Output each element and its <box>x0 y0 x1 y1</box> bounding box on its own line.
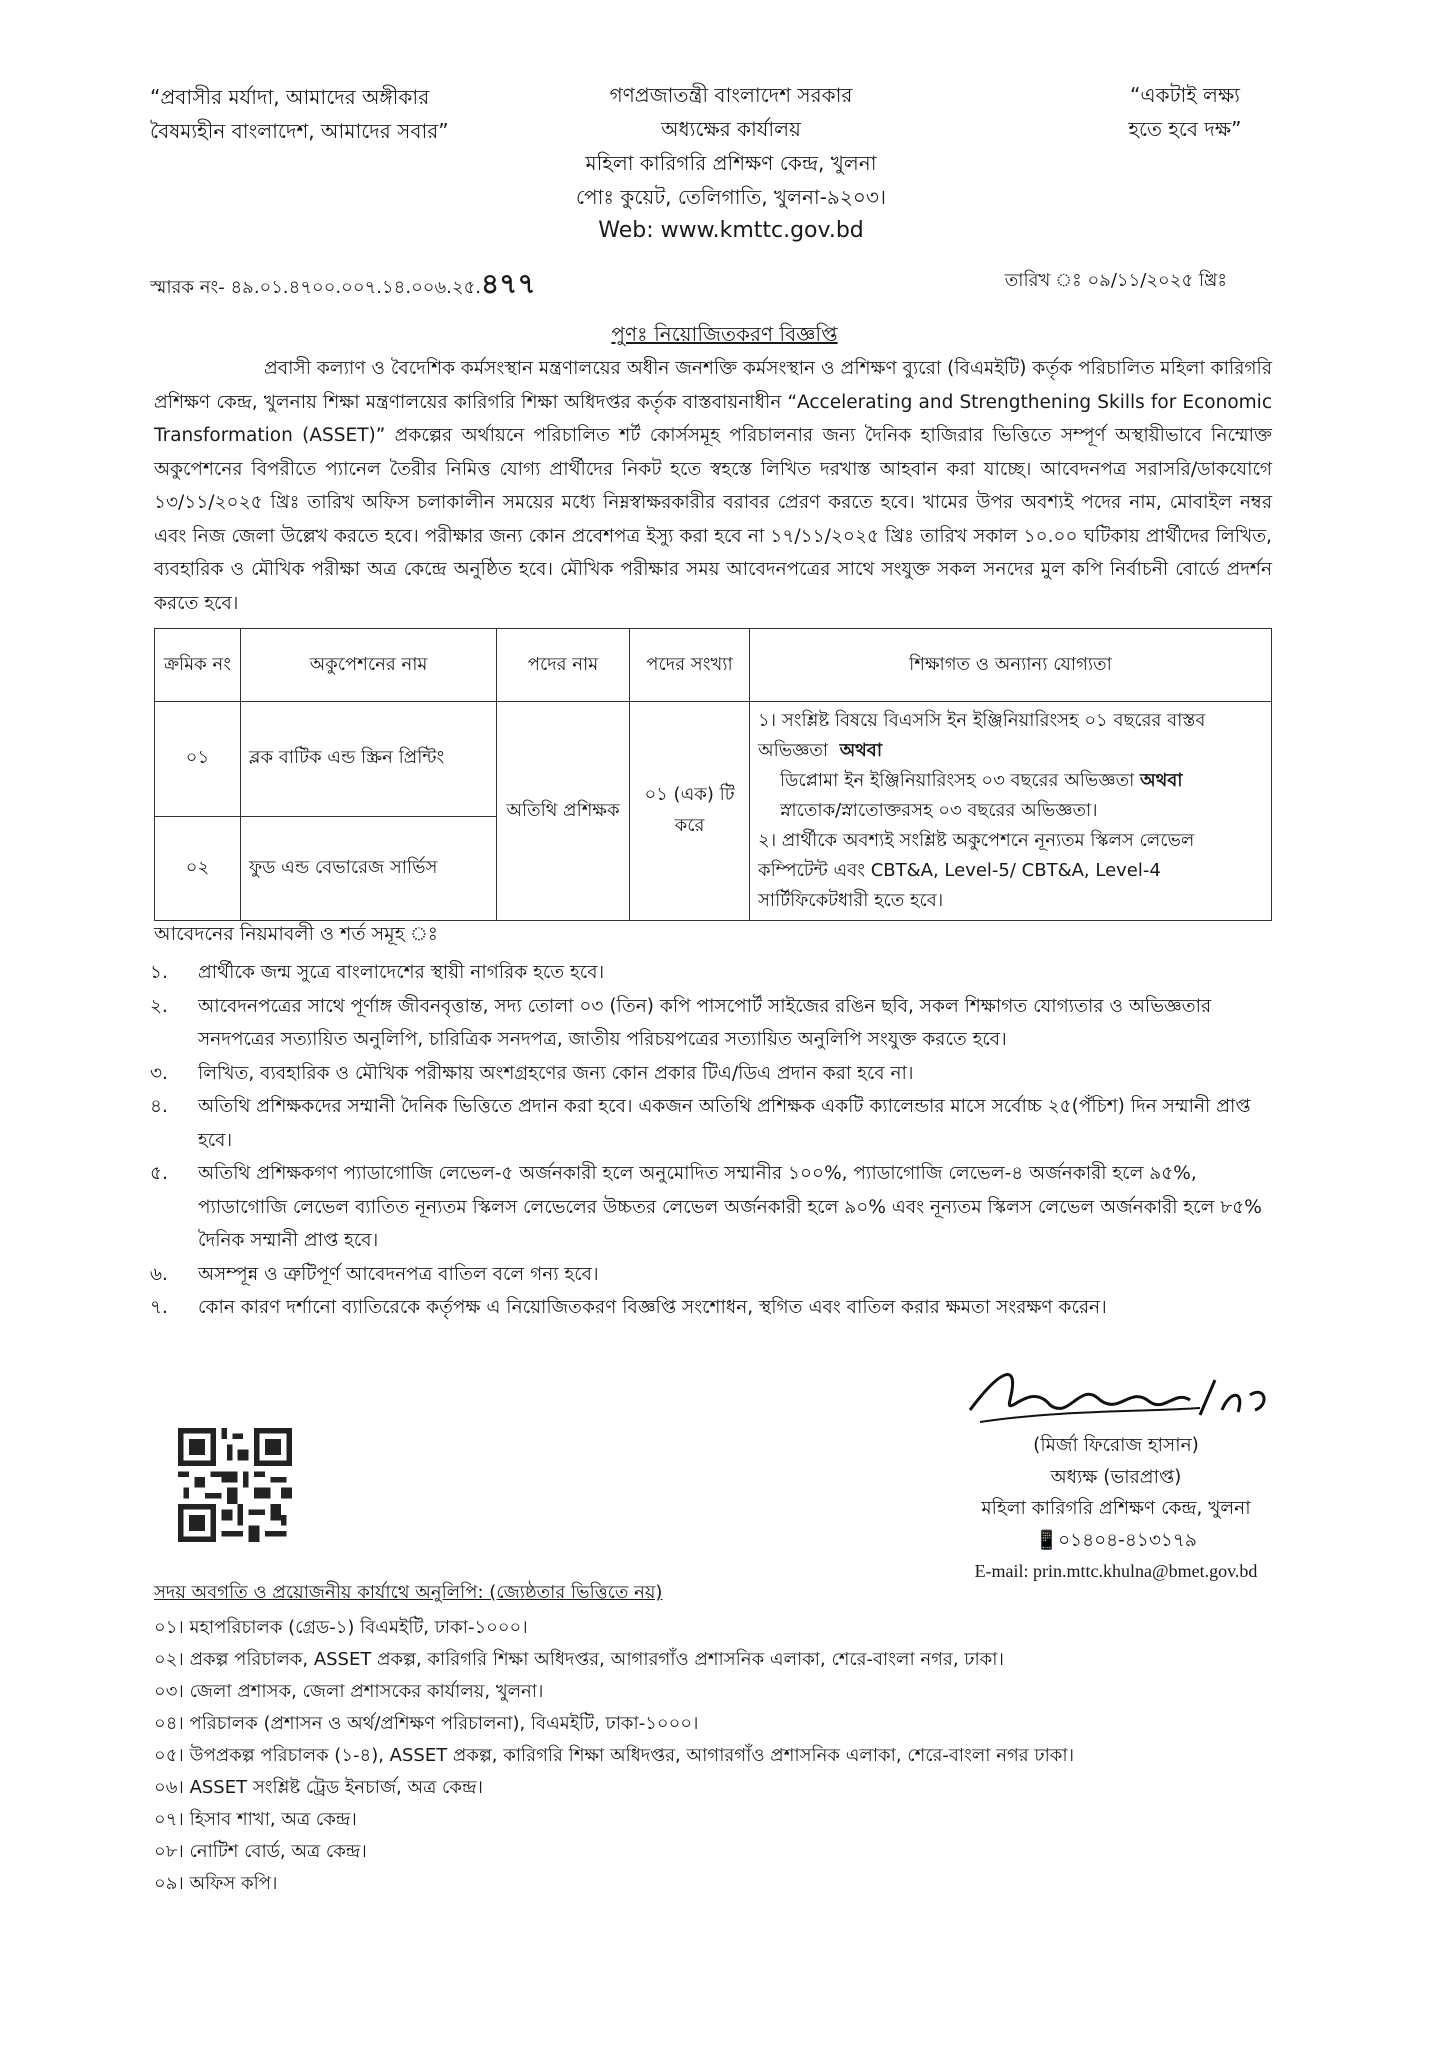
motto-left: “প্রবাসীর মর্যাদা, আমাদের অঙ্গীকার বৈষম্যহীন বাংলাদেশ, আমাদের সবার” <box>150 85 449 143</box>
signature <box>960 1350 1280 1440</box>
list-item: ৪. অতিথি প্রশিক্ষকদের সম্মানী দৈনিক ভিত্তিতে প্রদান করা হবে। একজন অতিথি প্রশিক্ষক একটি ক্যালেন্ডার মাসে সর্বোচ্চ ২৫(পঁচিশ) দিন সম্মানী প্রাপ্ত হবে। <box>150 1096 1251 1151</box>
office-name: অধ্যক্ষের কার্যালয় <box>661 117 801 141</box>
govt-name: গণপ্রজাতন্ত্রী বাংলাদেশ সরকার <box>609 83 853 107</box>
list-item: ০৮। নোটিশ বোর্ড, অত্র কেন্দ্র। <box>154 1841 367 1862</box>
table-row: ০১ ব্লক বাটিক এন্ড স্ক্রিন প্রিন্টিং অতিথি প্রশিক্ষক ০১ (এক) টি করে ১। সংশ্লিষ্ট বিষয়ে বিএসসি ইন ইঞ্জিনিয়ারিংসহ ০১ বছরের বাস্তব অভিজ্ঞতা অথবা ডিপ্লোমা ইন ইঞ্জিনিয়ারিংসহ ০৩ বছরের অভিজ্ঞতা অথবা স্নাতোক/স্নাতোক্তরসহ ০৩ বছরের অভিজ্ঞতা। ২। প্রার্থীকে অবশ্যই সংশ্লিষ্ট অকুপেশনে নূন্যতম স্কিলস লেভেল কম্পিটেন্ট এবং CBT&A, Level-5/ CBT&A, Level-4 সার্টিফিকেটধারী হতে হবে। <box>155 702 1272 817</box>
handwritten-number: ৪৭৭ <box>481 267 536 300</box>
list-item: ০৩। জেলা প্রশাসক, জেলা প্রশাসকের কার্যালয়, খুলনা। <box>154 1681 544 1702</box>
copies-heading: সদয় অবগতি ও প্রয়োজনীয় কার্যাথে অনুলিপি: (জ্যেষ্ঠতার ভিত্তিতে নয়) <box>154 1582 663 1603</box>
list-item: ০৬। ASSET সংশ্লিষ্ট ট্রেড ইনচার্জ, অত্র কেন্দ্র। <box>154 1777 483 1798</box>
list-item: ০২। প্রকল্প পরিচালক, ASSET প্রকল্প, কারিগরি শিক্ষা অধিদপ্তর, আগারগাঁও প্রশাসনিক এলাকা, শেরে-বাংলা নগর, ঢাকা। <box>154 1649 1004 1670</box>
memo-date: তারিখ ঃ ০৯/১১/২০২৫ খ্রিঃ <box>1004 270 1227 291</box>
copies-list <box>154 1612 1074 1900</box>
qualification: ১। সংশ্লিষ্ট বিষয়ে বিএসসি ইন ইঞ্জিনিয়ারিংসহ ০১ বছরের বাস্তব অভিজ্ঞতা অথবা ডিপ্লোমা ইন ইঞ্জিনিয়ারিংসহ ০৩ বছরের অভিজ্ঞতা অথবা স্নাতোক/স্নাতোক্তরসহ ০৩ বছরের অভিজ্ঞতা। ২। প্রার্থীকে অবশ্যই সংশ্লিষ্ট অকুপেশনে নূন্যতম স্কিলস লেভেল কম্পিটেন্ট এবং CBT&A, Level-5/ CBT&A, Level-4 সার্টিফিকেটধারী হতে হবে। <box>750 702 1272 921</box>
list-item: ২. আবেদনপত্রের সাথে পূর্ণাঙ্গ জীবনবৃত্তান্ত, সদ্য তোলা ০৩ (তিন) কপি পাসপোর্ট সাইজের রঙিন ছবি, সকল শিক্ষাগত যোগ্যতার ও অভিজ্ঞতার সনদপত্রের সত্যায়িত অনুলিপি, চারিত্রিক সনদপত্র, জাতীয় পরিচয়পত্রের সত্যায়িত অনুলিপি সংযুক্ত করতে হবে। <box>150 995 1212 1050</box>
list-item: ৩. লিখিত, ব্যবহারিক ও মৌখিক পরীক্ষায় অংশগ্রহণের জন্য কোন প্রকার টিএ/ডিএ প্রদান করা হবে না। <box>150 1062 914 1084</box>
rules-heading: আবেদনের নিয়মাবলী ও শর্ত সমূহ ঃ <box>154 923 438 945</box>
signatory-block <box>896 1430 1336 1588</box>
memo-reference: স্মারক নং- ৪৯.০১.৪৭০০.০০৭.১৪.০০৬.২৫.৪৭৭ <box>150 267 536 300</box>
website: Web: www.kmttc.gov.bd <box>598 218 864 243</box>
list-item: ৫. অতিথি প্রশিক্ষকগণ প্যাডাগোজি লেভেল-৫ অর্জনকারী হলে অনুমোদিত সম্মানীর ১০০%, প্যাডাগোজি লেভেল-৪ অর্জনকারী হলে ৯৫%, প্যাডাগোজি লেভেল ব্যাতিত নূন্যতম স্কিলস লেভেলের উচ্চতর লেভেল অর্জনকারী হলে ৯০% এবং নূন্যতম স্কিলস লেভেল অর্জনকারী হলে ৮৫% দৈনিক সম্মানী প্রাপ্ত হবে। <box>150 1163 1262 1251</box>
office-header <box>500 78 962 248</box>
phone-icon: 📱 <box>1035 1529 1059 1551</box>
list-item: ০৯। অফিস কপি। <box>154 1873 278 1894</box>
institute-name: মহিলা কারিগরি প্রশিক্ষণ কেন্দ্র, খুলনা <box>585 151 877 175</box>
table-header-row: ক্রমিক নং অকুপেশনের নাম পদের নাম পদের সংখ্যা শিক্ষাগত ও অন্যান্য যোগ্যতা <box>155 629 1272 702</box>
notice-title: পুণঃ নিয়োজিতকরণ বিজ্ঞপ্তি <box>611 322 838 346</box>
signatory-email: E-mail: prin.mttc.khulna@bmet.gov.bd <box>974 1561 1258 1581</box>
list-item: ০৭। হিসাব শাখা, অত্র কেন্দ্র। <box>154 1809 357 1830</box>
list-item: ০৪। পরিচালক (প্রশাসন ও অর্থ/প্রশিক্ষণ পরিচালনা), বিএমইটি, ঢাকা-১০০০। <box>154 1713 699 1734</box>
signatory-designation: অধ্যক্ষ (ভারপ্রাপ্ত) <box>1050 1466 1182 1488</box>
list-item: ৭. কোন কারণ দর্শানো ব্যাতিরেকে কর্তৃপক্ষ এ নিয়োজিতকরণ বিজ্ঞপ্তি সংশোধন, স্থগিত এবং বাতিল করার ক্ষমতা সংরক্ষণ করেন। <box>150 1297 1107 1318</box>
signatory-office: মহিলা কারিগরি প্রশিক্ষণ কেন্দ্র, খুলনা <box>981 1498 1251 1519</box>
list-item: ৬. অসম্পূন্ন ও ত্রুটিপূর্ণ আবেদনপত্র বাতিল বলে গন্য হবে। <box>150 1263 599 1285</box>
post-name: অতিথি প্রশিক্ষক <box>497 702 630 921</box>
post-count: ০১ (এক) টি করে <box>630 702 750 921</box>
vacancy-table <box>154 628 1272 921</box>
list-item: ০১। মহাপরিচালক (গ্রেড-১) বিএমইটি, ঢাকা-১০০০। <box>154 1617 528 1638</box>
list-item: ১. প্রার্থীকে জন্ম সুত্রে বাংলাদেশের স্থায়ী নাগরিক হতে হবে। <box>150 962 605 983</box>
rules-list <box>150 956 1275 1325</box>
signatory-phone: ০১৪০৪-৪১৩১৭৯ <box>1058 1529 1197 1551</box>
qr-code <box>176 1428 294 1542</box>
list-item: ০৫। উপপ্রকল্প পরিচালক (১-৪), ASSET প্রকল্প, কারিগরি শিক্ষা অধিদপ্তর, আগারগাঁও প্রশাসনিক এলাকা, শেরে-বাংলা নগর ঢাকা। <box>154 1745 1075 1766</box>
table-row: ০২ ফুড এন্ড বেভারেজ সার্ভিস <box>155 816 1272 920</box>
address: পোঃ কুয়েট, তেলিগাতি, খুলনা-৯২০৩। <box>575 185 887 209</box>
body-paragraph: প্রবাসী কল্যাণ ও বৈদেশিক কর্মসংস্থান মন্ত্রণালয়ের অধীন জনশক্তি কর্মসংস্থান ও প্রশিক্ষণ ব্যুরো (বিএমইটি) কর্তৃক পরিচালিত মহিলা কারিগরি প্রশিক্ষণ কেন্দ্র, খুলনায় শিক্ষা মন্ত্রণালয়ের কারিগরি শিক্ষা অধিদপ্তর কর্তৃক বাস্তবায়নাধীন “Accelerating and Strengthening Skills for Economic Transformation (ASSET)” প্রকল্পের অর্থায়নে পরিচালিত শর্ট কোর্সসমূহ পরিচালনার জন্য দৈনিক হাজিরার ভিত্তিতে সম্পূর্ণ অস্থায়ীভাবে নিম্মোক্ত অকুপেশনের বিপরীতে প্যানেল তৈরীর নিমিত্ত যোগ্য প্রার্থীদের নিকট হতে স্বহস্তে লিখিত দরখাস্ত আহবান করা যাচ্ছে। আবেদনপত্র সরাসরি/ডাকযোগে ১৩/১১/২০২৫ খ্রিঃ তারিখ অফিস চলাকালীন সময়ের মধ্যে নিম্নস্বাক্ষরকারীর বরাবর প্রেরণ করতে হবে। খামের উপর অবশ্যই পদের নাম, মোবাইল নম্বর এবং নিজ জেলা উল্লেখ করতে হবে। পরীক্ষার জন্য কোন প্রবেশপত্র ইস্যু করা হবে না ১৭/১১/২০২৫ খ্রিঃ তারিখ সকাল ১০.০০ ঘটিকায় প্রার্থীদের লিখিত, ব্যবহারিক ও মৌখিক পরীক্ষা অত্র কেন্দ্রে অনুষ্ঠিত হবে। মৌখিক পরীক্ষার সময় আবেদনপত্রের সাথে সংযুক্ত সকল সনদের মুল কপি নির্বাচনী বোর্ডে প্রদর্শন করতে হবে। <box>154 358 1272 614</box>
motto-right: “একটাই লক্ষ্য হতে হবে দক্ষ” <box>1128 83 1242 141</box>
signatory-name: (মির্জা ফিরোজ হাসান) <box>1033 1435 1199 1456</box>
